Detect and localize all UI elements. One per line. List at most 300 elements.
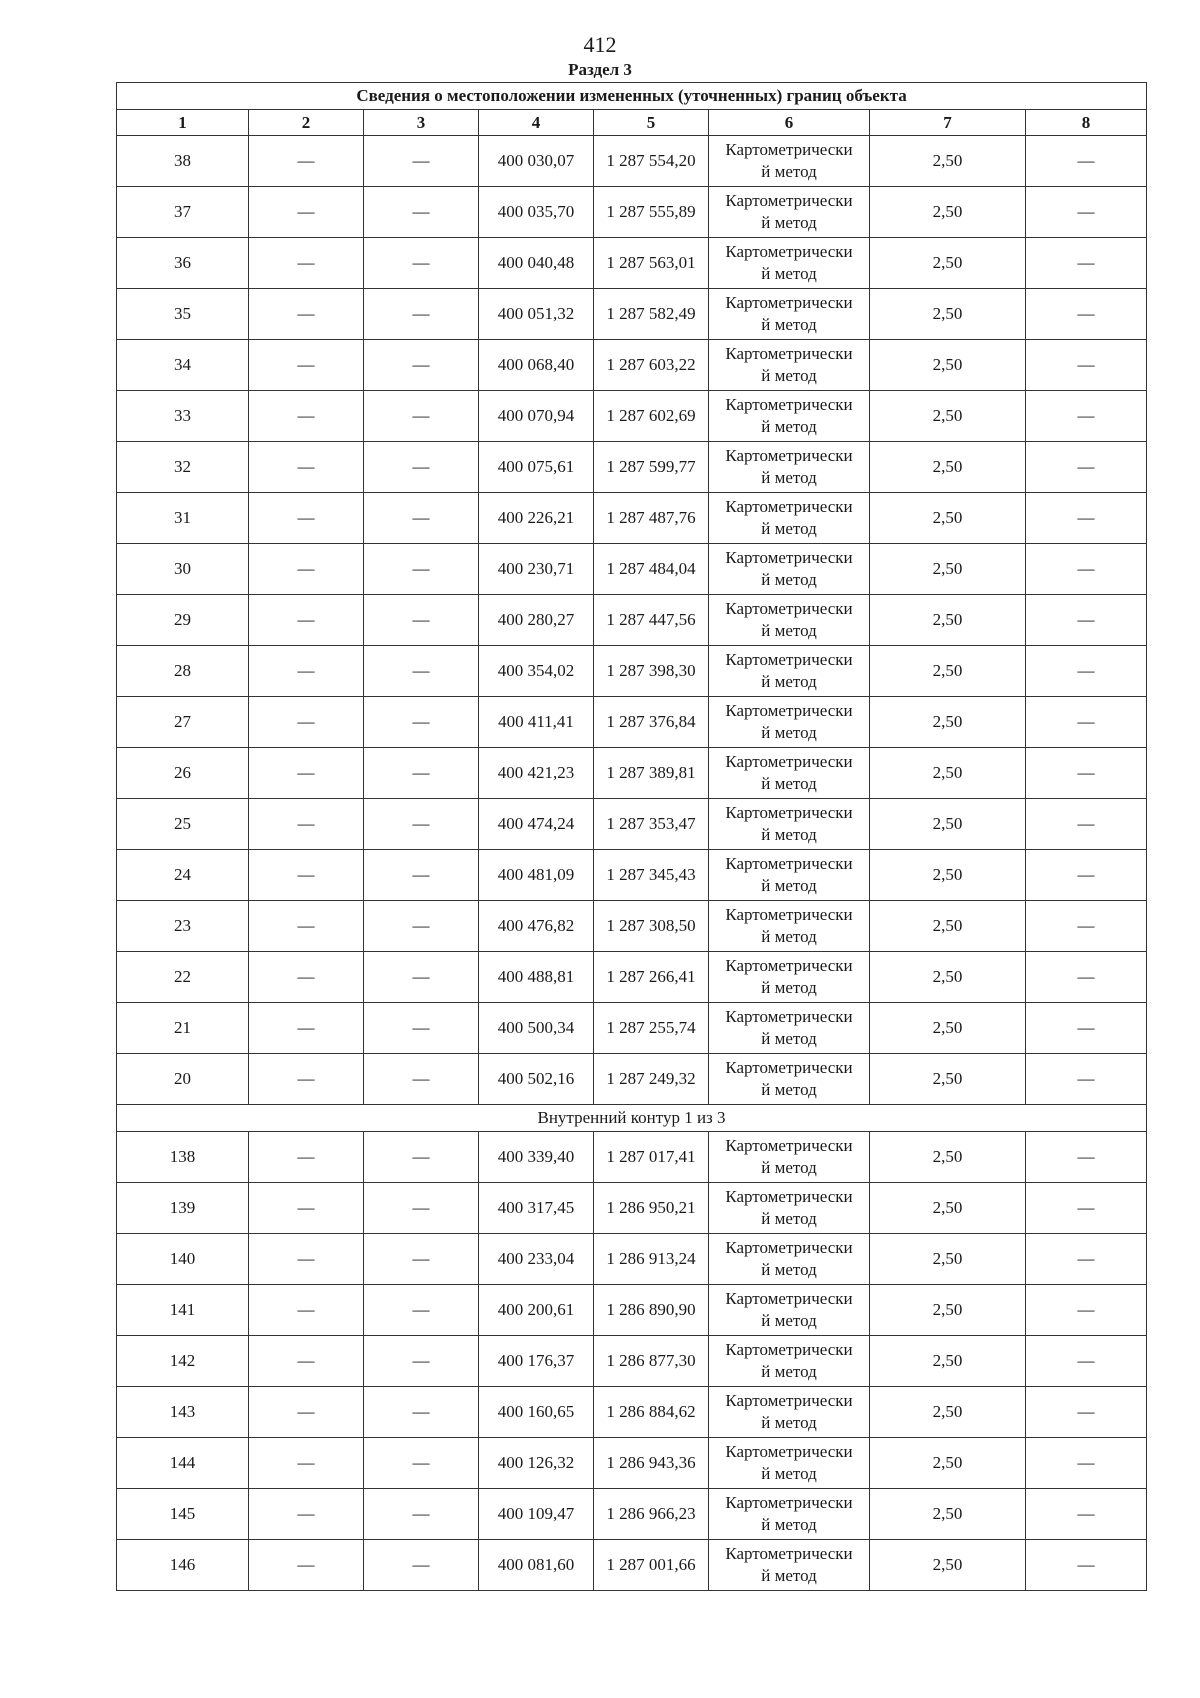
col8-value: — [1026, 1387, 1147, 1438]
table-row [117, 1132, 1147, 1183]
y-coordinate: 1 286 884,62 [594, 1387, 709, 1438]
method-cell [709, 187, 870, 238]
col2-value: — [249, 1132, 364, 1183]
method-line-2: й метод [761, 1413, 817, 1432]
method-line-2: й метод [761, 519, 817, 538]
y-coordinate: 1 287 447,56 [594, 595, 709, 646]
method-line-2: й метод [761, 825, 817, 844]
method-cell [709, 1336, 870, 1387]
col3-value: — [364, 1336, 479, 1387]
col3-value: — [364, 697, 479, 748]
table-row [117, 391, 1147, 442]
column-header-2: 2 [249, 110, 364, 136]
col3-value: — [364, 1438, 479, 1489]
col2-value: — [249, 1054, 364, 1105]
method-line-2: й метод [761, 366, 817, 385]
accuracy-value: 2,50 [870, 1132, 1026, 1183]
col3-value: — [364, 289, 479, 340]
method-cell [709, 289, 870, 340]
point-number: 143 [117, 1387, 249, 1438]
col8-value: — [1026, 1054, 1147, 1105]
method-line-2: й метод [761, 927, 817, 946]
method-cell [709, 646, 870, 697]
y-coordinate: 1 287 599,77 [594, 442, 709, 493]
table-row [117, 1003, 1147, 1054]
method-line-1: Картометрически [725, 599, 853, 618]
col2-value: — [249, 1489, 364, 1540]
table-caption: Сведения о местоположении измененных (уточненных) границ объекта [117, 83, 1147, 110]
point-number: 36 [117, 238, 249, 289]
point-number: 140 [117, 1234, 249, 1285]
method-line-1: Картометрически [725, 446, 853, 465]
accuracy-value: 2,50 [870, 646, 1026, 697]
table-row [117, 1234, 1147, 1285]
x-coordinate: 400 476,82 [479, 901, 594, 952]
accuracy-value: 2,50 [870, 1234, 1026, 1285]
point-number: 21 [117, 1003, 249, 1054]
method-line-1: Картометрически [725, 1442, 853, 1461]
col8-value: — [1026, 544, 1147, 595]
point-number: 29 [117, 595, 249, 646]
col3-value: — [364, 1489, 479, 1540]
method-cell [709, 595, 870, 646]
col2-value: — [249, 187, 364, 238]
col8-value: — [1026, 748, 1147, 799]
col2-value: — [249, 1438, 364, 1489]
table-row [117, 697, 1147, 748]
method-cell [709, 544, 870, 595]
x-coordinate: 400 068,40 [479, 340, 594, 391]
col2-value: — [249, 697, 364, 748]
table-row [117, 850, 1147, 901]
method-cell [709, 952, 870, 1003]
method-line-1: Картометрически [725, 1007, 853, 1026]
method-line-1: Картометрически [725, 905, 853, 924]
method-cell [709, 1387, 870, 1438]
accuracy-value: 2,50 [870, 1438, 1026, 1489]
y-coordinate: 1 287 603,22 [594, 340, 709, 391]
method-line-1: Картометрически [725, 701, 853, 720]
point-number: 145 [117, 1489, 249, 1540]
method-line-1: Картометрически [725, 1544, 853, 1563]
method-line-1: Картометрически [725, 497, 853, 516]
accuracy-value: 2,50 [870, 238, 1026, 289]
col2-value: — [249, 544, 364, 595]
col8-value: — [1026, 901, 1147, 952]
x-coordinate: 400 126,32 [479, 1438, 594, 1489]
method-line-2: й метод [761, 468, 817, 487]
col8-value: — [1026, 238, 1147, 289]
column-header-row [117, 110, 1147, 136]
table-body [117, 136, 1147, 1591]
y-coordinate: 1 287 376,84 [594, 697, 709, 748]
col8-value: — [1026, 1234, 1147, 1285]
method-line-2: й метод [761, 1515, 817, 1534]
method-cell [709, 1234, 870, 1285]
col2-value: — [249, 136, 364, 187]
col3-value: — [364, 1285, 479, 1336]
column-header-4: 4 [479, 110, 594, 136]
accuracy-value: 2,50 [870, 850, 1026, 901]
method-cell [709, 442, 870, 493]
method-cell [709, 136, 870, 187]
col2-value: — [249, 391, 364, 442]
y-coordinate: 1 287 389,81 [594, 748, 709, 799]
y-coordinate: 1 287 249,32 [594, 1054, 709, 1105]
column-header-7: 7 [870, 110, 1026, 136]
x-coordinate: 400 070,94 [479, 391, 594, 442]
col8-value: — [1026, 1285, 1147, 1336]
x-coordinate: 400 030,07 [479, 136, 594, 187]
col3-value: — [364, 493, 479, 544]
method-line-1: Картометрически [725, 140, 853, 159]
x-coordinate: 400 502,16 [479, 1054, 594, 1105]
col3-value: — [364, 340, 479, 391]
col3-value: — [364, 850, 479, 901]
col3-value: — [364, 1234, 479, 1285]
col3-value: — [364, 391, 479, 442]
col2-value: — [249, 1336, 364, 1387]
accuracy-value: 2,50 [870, 697, 1026, 748]
accuracy-value: 2,50 [870, 748, 1026, 799]
col8-value: — [1026, 850, 1147, 901]
y-coordinate: 1 287 602,69 [594, 391, 709, 442]
col2-value: — [249, 1387, 364, 1438]
x-coordinate: 400 200,61 [479, 1285, 594, 1336]
col2-value: — [249, 340, 364, 391]
x-coordinate: 400 317,45 [479, 1183, 594, 1234]
method-cell [709, 850, 870, 901]
method-cell [709, 493, 870, 544]
accuracy-value: 2,50 [870, 1003, 1026, 1054]
boundary-coordinates-table [116, 82, 1147, 1591]
col8-value: — [1026, 646, 1147, 697]
accuracy-value: 2,50 [870, 187, 1026, 238]
y-coordinate: 1 287 582,49 [594, 289, 709, 340]
point-number: 32 [117, 442, 249, 493]
method-line-1: Картометрически [725, 1340, 853, 1359]
method-cell [709, 1183, 870, 1234]
y-coordinate: 1 287 345,43 [594, 850, 709, 901]
point-number: 30 [117, 544, 249, 595]
method-line-2: й метод [761, 672, 817, 691]
method-line-2: й метод [761, 264, 817, 283]
point-number: 25 [117, 799, 249, 850]
table-row [117, 136, 1147, 187]
column-header-3: 3 [364, 110, 479, 136]
table-row [117, 1489, 1147, 1540]
contour-label: Внутренний контур 1 из 3 [117, 1105, 1147, 1132]
method-line-1: Картометрически [725, 1058, 853, 1077]
col8-value: — [1026, 340, 1147, 391]
accuracy-value: 2,50 [870, 1285, 1026, 1336]
col2-value: — [249, 289, 364, 340]
col2-value: — [249, 1540, 364, 1591]
method-line-2: й метод [761, 978, 817, 997]
accuracy-value: 2,50 [870, 391, 1026, 442]
x-coordinate: 400 051,32 [479, 289, 594, 340]
x-coordinate: 400 233,04 [479, 1234, 594, 1285]
y-coordinate: 1 287 484,04 [594, 544, 709, 595]
col2-value: — [249, 799, 364, 850]
method-line-2: й метод [761, 1260, 817, 1279]
x-coordinate: 400 081,60 [479, 1540, 594, 1591]
col3-value: — [364, 1003, 479, 1054]
method-cell [709, 1054, 870, 1105]
col2-value: — [249, 1234, 364, 1285]
col2-value: — [249, 748, 364, 799]
accuracy-value: 2,50 [870, 136, 1026, 187]
accuracy-value: 2,50 [870, 493, 1026, 544]
col2-value: — [249, 238, 364, 289]
contour-label-row [117, 1105, 1147, 1132]
method-line-2: й метод [761, 1080, 817, 1099]
accuracy-value: 2,50 [870, 952, 1026, 1003]
col8-value: — [1026, 493, 1147, 544]
method-line-1: Картометрически [725, 1238, 853, 1257]
method-line-1: Картометрически [725, 956, 853, 975]
point-number: 24 [117, 850, 249, 901]
col2-value: — [249, 901, 364, 952]
table-row [117, 1285, 1147, 1336]
y-coordinate: 1 287 554,20 [594, 136, 709, 187]
table-row [117, 187, 1147, 238]
column-header-1: 1 [117, 110, 249, 136]
col3-value: — [364, 442, 479, 493]
method-cell [709, 1132, 870, 1183]
accuracy-value: 2,50 [870, 442, 1026, 493]
accuracy-value: 2,50 [870, 1336, 1026, 1387]
accuracy-value: 2,50 [870, 1540, 1026, 1591]
method-cell [709, 340, 870, 391]
method-line-1: Картометрически [725, 1136, 853, 1155]
x-coordinate: 400 160,65 [479, 1387, 594, 1438]
col3-value: — [364, 1132, 479, 1183]
accuracy-value: 2,50 [870, 544, 1026, 595]
method-line-2: й метод [761, 723, 817, 742]
col2-value: — [249, 850, 364, 901]
method-cell [709, 1489, 870, 1540]
col2-value: — [249, 646, 364, 697]
table-row [117, 748, 1147, 799]
col8-value: — [1026, 1132, 1147, 1183]
point-number: 20 [117, 1054, 249, 1105]
table-row [117, 1336, 1147, 1387]
x-coordinate: 400 109,47 [479, 1489, 594, 1540]
point-number: 37 [117, 187, 249, 238]
x-coordinate: 400 474,24 [479, 799, 594, 850]
x-coordinate: 400 035,70 [479, 187, 594, 238]
point-number: 142 [117, 1336, 249, 1387]
column-header-8: 8 [1026, 110, 1147, 136]
y-coordinate: 1 286 966,23 [594, 1489, 709, 1540]
col2-value: — [249, 952, 364, 1003]
table-row [117, 952, 1147, 1003]
col8-value: — [1026, 595, 1147, 646]
y-coordinate: 1 286 877,30 [594, 1336, 709, 1387]
col3-value: — [364, 595, 479, 646]
method-line-1: Картометрически [725, 752, 853, 771]
x-coordinate: 400 226,21 [479, 493, 594, 544]
col8-value: — [1026, 442, 1147, 493]
method-line-1: Картометрически [725, 242, 853, 261]
col8-value: — [1026, 1489, 1147, 1540]
method-cell [709, 901, 870, 952]
x-coordinate: 400 488,81 [479, 952, 594, 1003]
method-cell [709, 697, 870, 748]
col3-value: — [364, 187, 479, 238]
table-row [117, 442, 1147, 493]
x-coordinate: 400 040,48 [479, 238, 594, 289]
y-coordinate: 1 287 017,41 [594, 1132, 709, 1183]
col3-value: — [364, 646, 479, 697]
point-number: 27 [117, 697, 249, 748]
method-line-2: й метод [761, 621, 817, 640]
table-row [117, 595, 1147, 646]
method-line-1: Картометрически [725, 395, 853, 414]
col8-value: — [1026, 391, 1147, 442]
x-coordinate: 400 421,23 [479, 748, 594, 799]
method-line-1: Картометрически [725, 1289, 853, 1308]
method-line-1: Картометрически [725, 1493, 853, 1512]
col8-value: — [1026, 1438, 1147, 1489]
method-line-1: Картометрически [725, 344, 853, 363]
method-line-1: Картометрически [725, 854, 853, 873]
y-coordinate: 1 287 266,41 [594, 952, 709, 1003]
x-coordinate: 400 411,41 [479, 697, 594, 748]
col3-value: — [364, 1183, 479, 1234]
col3-value: — [364, 952, 479, 1003]
accuracy-value: 2,50 [870, 1489, 1026, 1540]
y-coordinate: 1 287 398,30 [594, 646, 709, 697]
col8-value: — [1026, 697, 1147, 748]
y-coordinate: 1 287 353,47 [594, 799, 709, 850]
table-row [117, 1387, 1147, 1438]
method-cell [709, 1285, 870, 1336]
col2-value: — [249, 595, 364, 646]
col3-value: — [364, 136, 479, 187]
y-coordinate: 1 287 255,74 [594, 1003, 709, 1054]
y-coordinate: 1 286 943,36 [594, 1438, 709, 1489]
point-number: 31 [117, 493, 249, 544]
col3-value: — [364, 748, 479, 799]
method-line-1: Картометрически [725, 1391, 853, 1410]
method-line-2: й метод [761, 1158, 817, 1177]
col2-value: — [249, 1003, 364, 1054]
y-coordinate: 1 287 308,50 [594, 901, 709, 952]
table-row [117, 289, 1147, 340]
method-line-1: Картометрически [725, 548, 853, 567]
method-cell [709, 238, 870, 289]
method-line-1: Картометрически [725, 191, 853, 210]
method-cell [709, 1540, 870, 1591]
col8-value: — [1026, 799, 1147, 850]
x-coordinate: 400 481,09 [479, 850, 594, 901]
method-line-2: й метод [761, 162, 817, 181]
point-number: 23 [117, 901, 249, 952]
method-line-2: й метод [761, 1311, 817, 1330]
method-cell [709, 799, 870, 850]
col8-value: — [1026, 1183, 1147, 1234]
page-number: 412 [583, 32, 617, 57]
col3-value: — [364, 901, 479, 952]
table-row [117, 238, 1147, 289]
section-title: Раздел 3 [568, 60, 632, 79]
col3-value: — [364, 799, 479, 850]
method-line-2: й метод [761, 1029, 817, 1048]
accuracy-value: 2,50 [870, 595, 1026, 646]
col2-value: — [249, 442, 364, 493]
point-number: 26 [117, 748, 249, 799]
col8-value: — [1026, 289, 1147, 340]
col8-value: — [1026, 1336, 1147, 1387]
x-coordinate: 400 230,71 [479, 544, 594, 595]
method-line-1: Картометрически [725, 803, 853, 822]
col2-value: — [249, 493, 364, 544]
method-line-1: Картометрически [725, 650, 853, 669]
method-line-2: й метод [761, 1566, 817, 1585]
point-number: 35 [117, 289, 249, 340]
point-number: 34 [117, 340, 249, 391]
point-number: 22 [117, 952, 249, 1003]
method-cell [709, 1438, 870, 1489]
accuracy-value: 2,50 [870, 289, 1026, 340]
table-row [117, 901, 1147, 952]
point-number: 146 [117, 1540, 249, 1591]
accuracy-value: 2,50 [870, 340, 1026, 391]
y-coordinate: 1 287 487,76 [594, 493, 709, 544]
table-row [117, 493, 1147, 544]
col8-value: — [1026, 187, 1147, 238]
table-row [117, 799, 1147, 850]
x-coordinate: 400 280,27 [479, 595, 594, 646]
point-number: 33 [117, 391, 249, 442]
method-line-1: Картометрически [725, 293, 853, 312]
col8-value: — [1026, 1003, 1147, 1054]
method-line-2: й метод [761, 213, 817, 232]
table-row [117, 340, 1147, 391]
point-number: 38 [117, 136, 249, 187]
col3-value: — [364, 544, 479, 595]
method-line-2: й метод [761, 876, 817, 895]
x-coordinate: 400 339,40 [479, 1132, 594, 1183]
point-number: 139 [117, 1183, 249, 1234]
point-number: 28 [117, 646, 249, 697]
accuracy-value: 2,50 [870, 1054, 1026, 1105]
col8-value: — [1026, 1540, 1147, 1591]
accuracy-value: 2,50 [870, 901, 1026, 952]
x-coordinate: 400 354,02 [479, 646, 594, 697]
col3-value: — [364, 1540, 479, 1591]
method-line-1: Картометрически [725, 1187, 853, 1206]
col8-value: — [1026, 952, 1147, 1003]
col3-value: — [364, 1387, 479, 1438]
method-cell [709, 1003, 870, 1054]
y-coordinate: 1 286 913,24 [594, 1234, 709, 1285]
y-coordinate: 1 287 001,66 [594, 1540, 709, 1591]
method-line-2: й метод [761, 417, 817, 436]
table-row [117, 544, 1147, 595]
point-number: 141 [117, 1285, 249, 1336]
y-coordinate: 1 286 890,90 [594, 1285, 709, 1336]
point-number: 144 [117, 1438, 249, 1489]
accuracy-value: 2,50 [870, 1183, 1026, 1234]
table-row [117, 646, 1147, 697]
y-coordinate: 1 286 950,21 [594, 1183, 709, 1234]
table-row [117, 1540, 1147, 1591]
col3-value: — [364, 1054, 479, 1105]
method-line-2: й метод [761, 315, 817, 334]
